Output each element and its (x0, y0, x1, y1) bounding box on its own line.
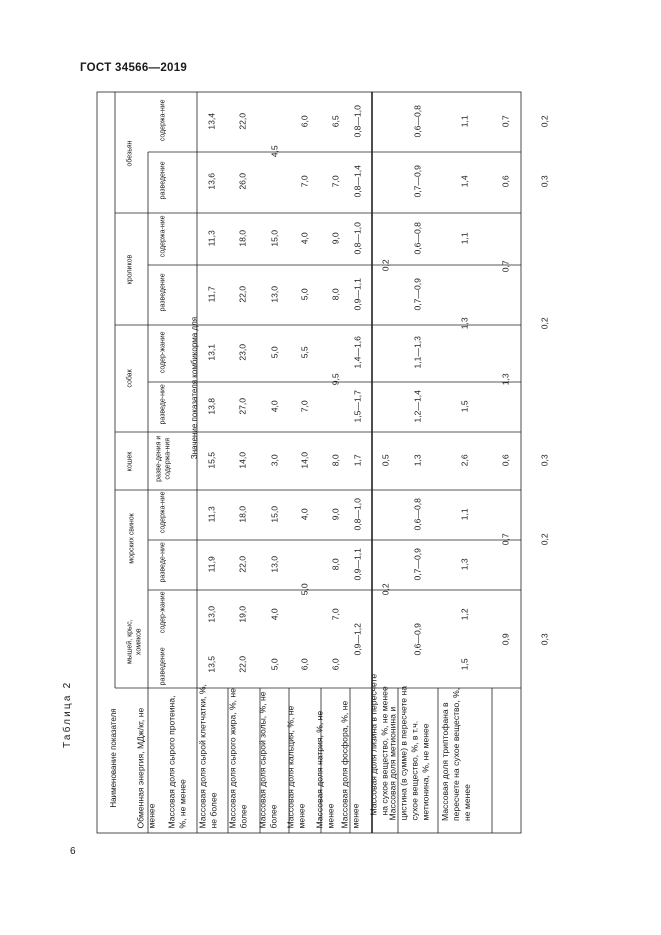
table-cell: 8,0 (330, 454, 341, 467)
table-cell: 14,0 (299, 451, 310, 469)
table-cell: 1,4 (459, 175, 470, 188)
row-name: Массовая доля триптофана в пересчете на сухое вещество, %, не менее (440, 687, 472, 821)
table-cell: 1,1—1,3 (412, 336, 423, 369)
table-cell: 7,0 (330, 175, 341, 188)
table-cell: 14,0 (237, 451, 248, 469)
table-cell: 6,0 (330, 658, 341, 671)
table-cell: 9,0 (330, 508, 341, 521)
group-cats: кошек (126, 451, 134, 472)
group-mice: мышей, крыс, хомяков (126, 619, 142, 665)
table-cell: 0,2 (539, 316, 550, 329)
table-cell: 0,9—1,1 (352, 278, 363, 311)
table-cell: 4,0 (299, 232, 310, 245)
row-name: Обменная энергия, МДж/кг, не менее (135, 707, 157, 829)
table-cell: 15,5 (206, 451, 217, 469)
row-name: Массовая доля метионина и цистина (в сумме) в пересчете на сухое вещество, %, в т.ч. метионина, %, не менее (387, 686, 431, 821)
table-cell: 0,6—0,8 (412, 105, 423, 138)
table-cell: 15,0 (269, 505, 280, 523)
table-cell: 22,0 (237, 655, 248, 673)
table-cell: 0,7—0,9 (412, 548, 423, 581)
table-cell: 5,5 (299, 346, 310, 359)
table-cell: 13,6 (206, 172, 217, 190)
row-name: Массовая доля сырой клетчатки, %, не более (197, 684, 219, 829)
table-cell: 5,0 (269, 346, 280, 359)
table-caption: Таблица 2 (62, 680, 73, 748)
table-cell: 0,9—1,2 (352, 623, 363, 656)
table-cell: 18,0 (237, 229, 248, 247)
table-cell: 4,0 (299, 508, 310, 521)
table-cell: 7,0 (299, 400, 310, 413)
table-cell: 8,0 (330, 558, 341, 571)
table-cell: 1,5 (459, 400, 470, 413)
sub-mice-breeding: разведение (159, 647, 167, 686)
table-cell: 1,4—1,6 (352, 336, 363, 369)
table-cell: 6,5 (330, 115, 341, 128)
table-cell: 9,0 (330, 232, 341, 245)
table-cell: 27,0 (237, 397, 248, 415)
table-cell: 26,0 (237, 172, 248, 190)
group-rabbits: кроликов (126, 254, 134, 285)
table-cell: 0,2 (539, 115, 550, 128)
page-number: 6 (70, 846, 76, 857)
sub-monkeys-keeping: содержа-ние (159, 99, 167, 142)
table-cell: 13,8 (206, 397, 217, 415)
table-cell: 11,9 (206, 556, 217, 573)
header-indicator: Наименование показателя (109, 708, 118, 808)
table-cell: 0,5 (380, 454, 391, 467)
table-cell: 1,3 (459, 558, 470, 571)
table-cell: 0,3 (539, 633, 550, 646)
sub-rabbits-keeping: содержа-ние (159, 215, 167, 258)
table-cell: 0,7 (500, 115, 511, 128)
row-name: Массовая доля лизина в пересчете на сухое вещество, %, не менее (368, 673, 390, 816)
table-cell: 5,0 (299, 288, 310, 301)
row-name: Массовая доля сырой золы, %, не более (257, 691, 279, 829)
table-cell: 1,5 (459, 658, 470, 671)
table-cell: 13,0 (269, 555, 280, 573)
row-name: Массовая доля сырого протеина, %, не менее (166, 695, 188, 829)
table-cell: 0,6—0,8 (412, 222, 423, 255)
row-name: Массовая доля натрия, %, не менее (314, 710, 336, 829)
table-cell: 13,1 (206, 343, 217, 361)
table-cell: 1,5—1,7 (352, 390, 363, 423)
table-cell: 0,6—0,8 (412, 498, 423, 531)
table-cell: 1,3 (459, 317, 470, 330)
table-cell: 0,3 (539, 454, 550, 467)
sub-cats: разве-дения и содержа-ния (155, 435, 171, 482)
header-value: Значение показателя комбикорма для (190, 316, 199, 460)
table-cell: 0,2 (539, 533, 550, 546)
table-cell: 1,2—1,4 (412, 390, 423, 423)
table-cell: 11,3 (206, 506, 217, 523)
table-cell: 0,2 (380, 259, 391, 272)
table-cell: 2,6 (459, 454, 470, 467)
table-cell: 22,0 (237, 112, 248, 130)
table-cell: 15,0 (269, 229, 280, 247)
table-cell: 8,0 (330, 288, 341, 301)
table-cell: 13,0 (269, 285, 280, 303)
table-cell: 1,1 (459, 115, 470, 128)
table-cell: 0,9 (500, 633, 511, 646)
group-dogs: собак (126, 369, 134, 388)
table-cell: 3,0 (269, 454, 280, 467)
table-cell: 5,0 (269, 658, 280, 671)
table-cell: 13,5 (206, 655, 217, 673)
sub-rabbits-breeding: разведение (159, 273, 167, 312)
group-monkeys: обезьян (126, 140, 134, 167)
table-cell: 1,1 (459, 232, 470, 245)
table-cell: 6,0 (299, 658, 310, 671)
table-cell: 0,8—1,0 (352, 222, 363, 255)
sub-dogs-keeping: содер-жание (159, 331, 167, 374)
sub-mice-keeping: содер-жание (159, 591, 167, 634)
table-cell: 22,0 (237, 285, 248, 303)
table-cell: 4,0 (269, 608, 280, 621)
table-cell: 23,0 (237, 343, 248, 361)
table-cell: 7,0 (299, 175, 310, 188)
table-cell: 1,7 (352, 454, 363, 467)
table-cell: 1,1 (459, 508, 470, 521)
table-cell: 0,8—1,4 (352, 165, 363, 198)
table-cell: 11,7 (206, 286, 217, 303)
table-cell: 6,0 (299, 115, 310, 128)
table-cell: 19,0 (237, 605, 248, 623)
table-cell: 1,3 (500, 373, 511, 386)
row-name: Массовая доля кальция, %, не менее (285, 705, 307, 829)
table-cell: 0,7—0,9 (412, 165, 423, 198)
table-cell: 1,2 (459, 608, 470, 621)
document-header: ГОСТ 34566—2019 (80, 62, 188, 74)
table-cell: 0,6 (500, 454, 511, 467)
sub-gp-keeping: содержа-ние (159, 491, 167, 534)
table-cell: 0,3 (539, 175, 550, 188)
sub-dogs-breeding: разведе-ние (159, 384, 167, 425)
table-cell: 1,3 (412, 454, 423, 467)
table-cell: 0,8—1,0 (352, 498, 363, 531)
table-cell: 0,6 (500, 175, 511, 188)
sub-gp-breeding: разведе-ние (159, 542, 167, 583)
table-cell: 0,8—1,0 (352, 105, 363, 138)
table-cell: 0,7 (500, 260, 511, 273)
table-cell: 4,5 (269, 145, 280, 158)
table-cell: 18,0 (237, 505, 248, 523)
table-cell: 5,0 (299, 583, 310, 596)
table-cell: 13,4 (206, 112, 217, 130)
table-cell: 0,7—0,9 (412, 278, 423, 311)
table-cell: 7,0 (330, 608, 341, 621)
group-guinea-pigs: морских свинок (128, 513, 136, 564)
table-cell: 0,6—0,9 (412, 623, 423, 656)
table-cell: 0,2 (380, 583, 391, 596)
sub-monkeys-breeding: разведение (159, 161, 167, 200)
table-cell: 0,7 (500, 533, 511, 546)
table-cell: 9,5 (330, 373, 341, 386)
table-cell: 4,0 (269, 400, 280, 413)
table-cell: 0,9—1,1 (352, 548, 363, 581)
table-cell: 11,3 (206, 230, 217, 247)
table-cell: 13,0 (206, 605, 217, 623)
table-cell: 22,0 (237, 555, 248, 573)
row-name: Массовая доля сырого жира, %, не более (227, 688, 249, 829)
row-name: Массовая доля фосфора, %, не менее (339, 700, 361, 829)
